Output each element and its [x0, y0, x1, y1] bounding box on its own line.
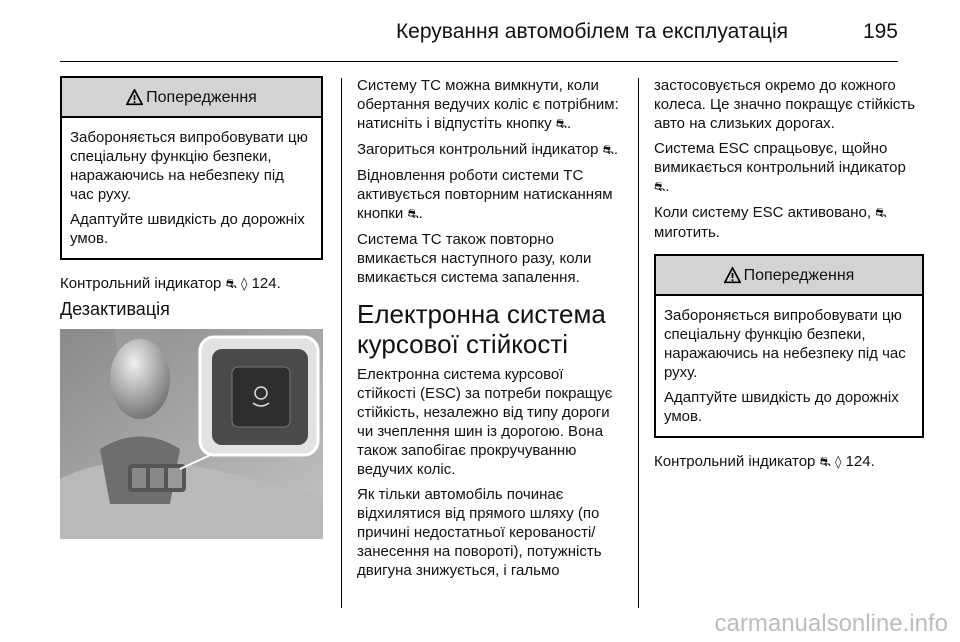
paragraph: Систему TC можна вимкнути, коли обертання ведучих коліс є потрібним: натисніть і відпустіть кнопку ⛐.: [357, 77, 619, 132]
page-number: 195: [862, 20, 898, 43]
esc-skid-icon: ⛐: [819, 455, 831, 470]
indicator-label: Контрольний індикатор: [60, 275, 222, 292]
warning-text: Забороняється випробовувати цю спеціальну функцію безпеки, наражаючись на небезпеку під час руху.: [70, 129, 308, 203]
esc-skid-icon: ⛐: [654, 180, 666, 195]
tc-off-icon: ⛐: [602, 143, 614, 158]
warning-title: Попередження: [743, 266, 855, 284]
warning-triangle-icon: [126, 89, 143, 106]
column-divider: [341, 78, 342, 608]
page-header: [60, 14, 898, 54]
warning-text: Забороняється випробовувати цю спеціальну функцію безпеки, наражаючись на небезпеку під час руху.: [664, 307, 906, 381]
warning-triangle-icon: [724, 267, 741, 284]
paragraph-text: Відновлення роботи системи TC активується повторним натисканням кнопки: [357, 167, 613, 222]
warning-box: [60, 76, 323, 260]
esc-skid-icon: ⛐: [225, 277, 237, 292]
column-3: [654, 76, 924, 478]
indicator-reference: [654, 452, 924, 472]
warning-text: Адаптуйте швидкість до дорожніх умов.: [664, 389, 899, 425]
paragraph: Система TC також повторно вмикається наступного разу, коли вмикається система запалення.: [357, 231, 592, 286]
paragraph: Як тільки автомобіль починає відхилятися від прямого шляху (по причині недостатньої керованості/ занесення на повороті), потужність двигуна знижується, і гальмо: [357, 486, 602, 579]
paragraph: застосовується окремо до кожного колеса. Це значно покращує стійкість авто на слизьких дорогах.: [654, 77, 916, 132]
esc-skid-icon: ⛐: [875, 206, 887, 221]
paragraph: Відновлення роботи системи TC активується повторним натисканням кнопки ⛐.: [357, 167, 613, 222]
warning-header: [656, 256, 922, 296]
header-title: Керування автомобілем та експлуатація: [395, 20, 788, 43]
warning-text: Адаптуйте швидкість до дорожніх умов.: [70, 211, 305, 247]
paragraph: Система ESC спрацьовує, щойно вимикається контрольний індикатор ⛐.: [654, 140, 906, 195]
column-1: [60, 76, 323, 539]
warning-title: Попередження: [146, 88, 257, 106]
esc-skid-icon: ⛐: [407, 207, 419, 222]
indicator-reference: [60, 274, 323, 294]
paragraph: Електронна система курсової стійкості (ESC) за потреби покращує стійкість, незалежно від типу дороги чи зчеплення шин із дорогою. Вона також запобігає прокручуванню ведучих коліс.: [357, 366, 613, 478]
page-ref: 124.: [251, 275, 281, 292]
header-rule: [60, 61, 898, 62]
warning-box: [654, 254, 924, 438]
paragraph: [654, 203, 924, 242]
subheading-deactivation: Дезактивація: [60, 299, 170, 319]
paragraph-text: миготить.: [654, 224, 720, 241]
indicator-label: Контрольний індикатор: [654, 453, 816, 470]
watermark: carmanualsonline.info: [714, 610, 948, 637]
paragraph-text: Систему TC можна вимкнути, коли обертання ведучих коліс є потрібним: натисніть і відпустіть кнопку: [357, 77, 619, 132]
gear-shift-button-photo: [60, 329, 323, 539]
esc-skid-icon: ⛐: [555, 117, 568, 132]
paragraph-text: Загориться контрольний індикатор: [357, 141, 599, 158]
reference-arrow-icon: ◊: [834, 455, 842, 470]
paragraph-text: Коли систему ESC активовано,: [654, 204, 872, 221]
warning-header: [62, 78, 321, 118]
section-heading-esc: Електронна система курсової стійкості: [357, 299, 606, 359]
column-divider: [638, 78, 639, 608]
paragraph-text: Система ESC спрацьовує, щойно вимикається контрольний індикатор: [654, 140, 906, 176]
reference-arrow-icon: ◊: [240, 277, 248, 292]
page-ref: 124.: [845, 453, 875, 470]
paragraph: Загориться контрольний індикатор ⛐.: [357, 141, 619, 158]
column-2: [357, 76, 625, 586]
